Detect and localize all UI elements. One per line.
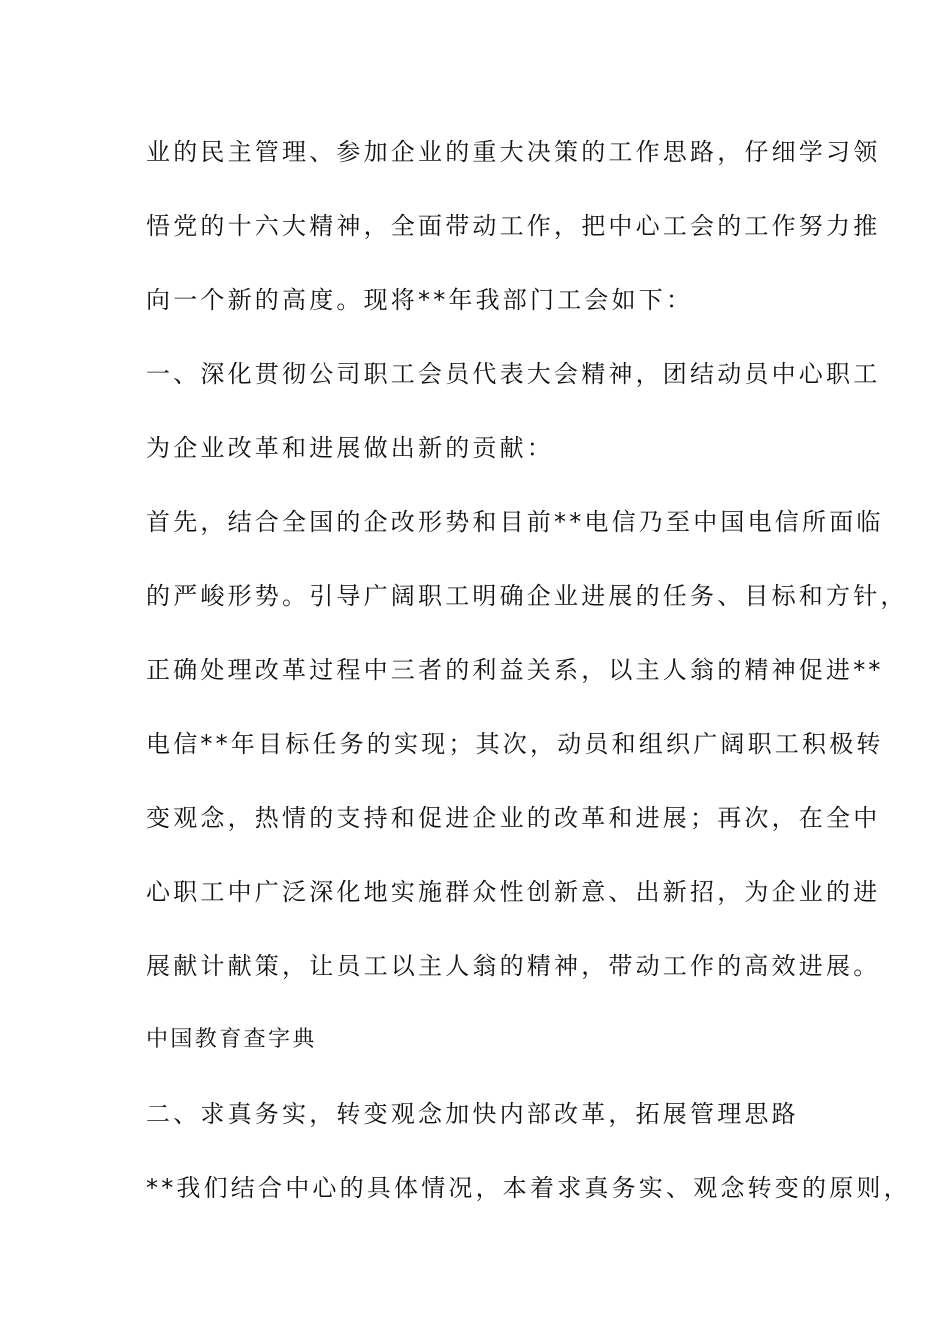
section-heading-1-line-1: 一、深化贯彻公司职工会员代表大会精神，团结动员中心职工	[146, 360, 881, 388]
paragraph-line-8: 正确处理改革过程中三者的利益关系，以主人翁的精神促进**	[146, 656, 884, 684]
body-text	[146, 128, 911, 1238]
section-heading-2: 二、求真务实，转变观念加快内部改革，拓展管理思路	[146, 1100, 799, 1128]
section-heading-1-line-2: 为企业改革和进展做出新的贡献：	[146, 434, 554, 462]
paragraph-line-10: 变观念，热情的支持和促进企业的改革和进展；再次，在全中	[146, 804, 881, 832]
paragraph-line-3: 向一个新的高度。现将**年我部门工会如下：	[146, 286, 694, 314]
paragraph-line-9: 电信**年目标任务的实现；其次，动员和组织广阔职工积极转	[146, 730, 884, 758]
inserted-caption: 中国教育查字典	[146, 1027, 317, 1052]
paragraph-line-7: 的严峻形势。引导广阔职工明确企业进展的任务、目标和方针，	[146, 582, 908, 610]
paragraph-line-1: 业的民主管理、参加企业的重大决策的工作思路，仔细学习领	[146, 138, 881, 166]
paragraph-line-6: 首先，结合全国的企改形势和目前**电信乃至中国电信所面临	[146, 508, 884, 536]
paragraph-line-12: 展献计献策，让员工以主人翁的精神，带动工作的高效进展。	[146, 952, 881, 980]
paragraph-line-11: 心职工中广泛深化地实施群众性创新意、出新招，为企业的进	[146, 878, 881, 906]
paragraph-line-2: 悟党的十六大精神，全面带动工作，把中心工会的工作努力推	[146, 212, 881, 240]
paragraph-line-15: **我们结合中心的具体情况，本着求真务实、观念转变的原则，	[146, 1174, 911, 1202]
